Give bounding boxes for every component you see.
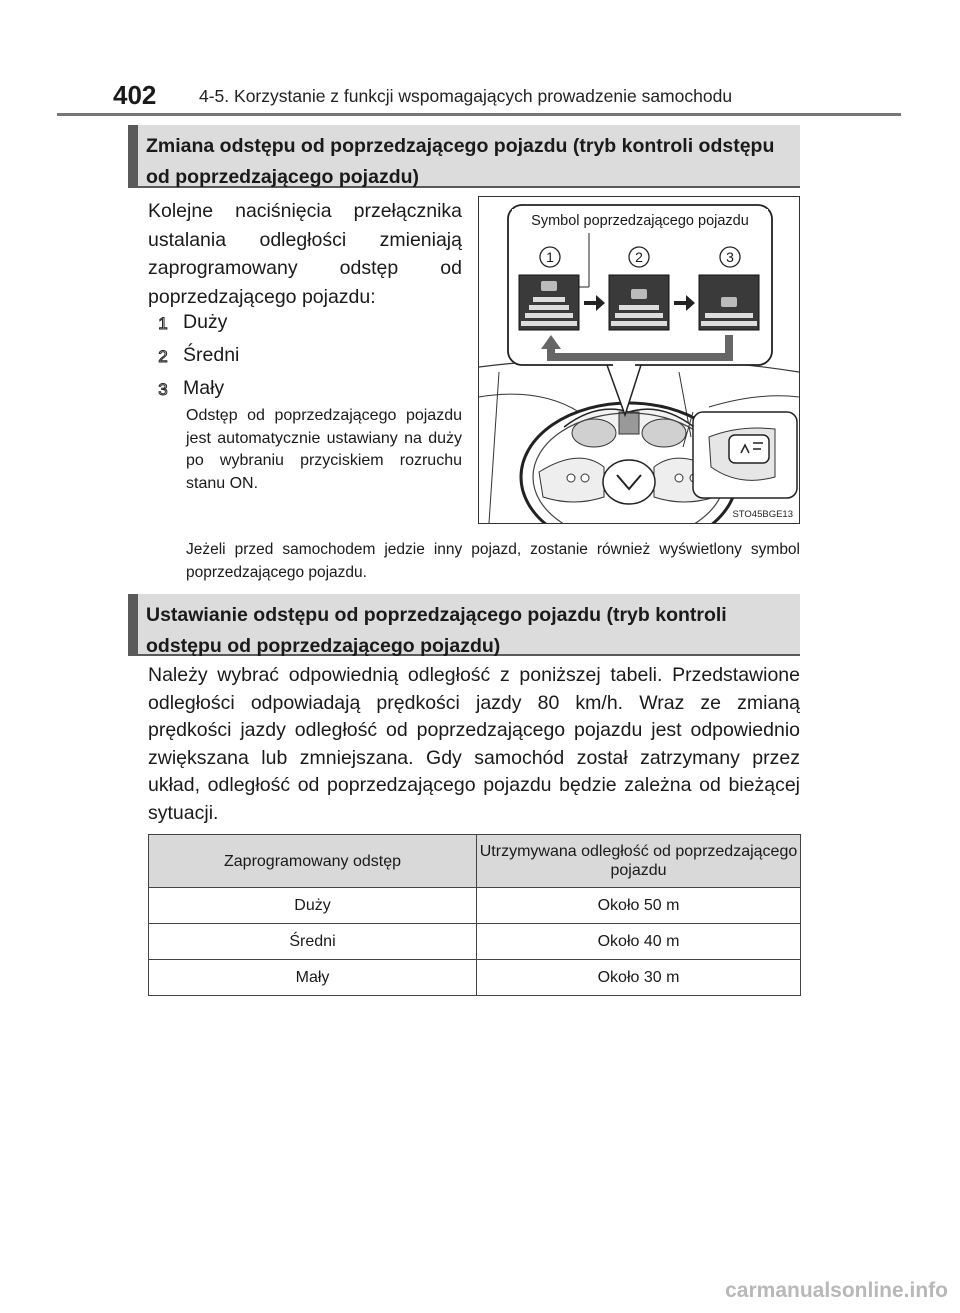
option-label-medium: Średni bbox=[183, 344, 240, 366]
svg-text:3: 3 bbox=[158, 379, 168, 399]
option-label-small: Mały bbox=[183, 377, 225, 399]
table-cell: Mały bbox=[149, 960, 477, 996]
distance-symbol-medium-icon bbox=[609, 275, 669, 330]
table-header-row bbox=[149, 835, 801, 888]
table-cell: Około 50 m bbox=[477, 888, 801, 924]
figure-note: Jeżeli przed samochodem jedzie inny pojazd, zostanie również wyświetlony symbol poprzedzającego pojazdu. bbox=[186, 541, 800, 581]
section-heading-set-distance: Ustawianie odstępu od poprzedzającego pojazdu (tryb kontroli odstępu od poprzedzającego pojazdu) bbox=[128, 594, 800, 656]
table-cell: Duży bbox=[149, 888, 477, 924]
default-setting-note: Odstęp od poprzedzającego pojazdu jest automatycznie ustawiany na duży po wybraniu przyciskiem rozruchu stanu ON. bbox=[186, 407, 462, 492]
distance-option-list bbox=[153, 306, 239, 405]
table-header: Utrzymywana odległość od poprzedzającego pojazdu bbox=[477, 835, 801, 888]
intro-paragraph: Kolejne naciśnięcia przełącznika ustalania odległości zmieniają zaprogramowany odstęp od poprzedzającego pojazdu: bbox=[148, 200, 462, 308]
chapter-title: 4-5. Korzystanie z funkcji wspomagających prowadzenie samochodu bbox=[199, 86, 733, 106]
option-item-small bbox=[153, 372, 239, 405]
table-cell: Średni bbox=[149, 924, 477, 960]
svg-text:3: 3 bbox=[726, 249, 734, 265]
table-header: Zaprogramowany odstęp bbox=[149, 835, 477, 888]
section-heading-change-distance: Zmiana odstępu od poprzedzającego pojazdu (tryb kontroli odstępu od poprzedzającego pojazdu) bbox=[128, 125, 800, 188]
table-cell: Około 40 m bbox=[477, 924, 801, 960]
illustration-drawing bbox=[479, 197, 799, 523]
page-number: 402 bbox=[113, 80, 157, 110]
distance-table bbox=[148, 834, 801, 996]
option-item-large bbox=[153, 306, 239, 339]
distance-switch-illustration bbox=[478, 196, 800, 524]
distance-symbol-large-icon bbox=[519, 275, 579, 330]
callout-label: Symbol poprzedzającego pojazdu bbox=[531, 213, 749, 229]
watermark: carmanualsonline.info bbox=[725, 1279, 948, 1302]
table-row bbox=[149, 960, 801, 996]
number-3-icon bbox=[153, 378, 173, 400]
number-2-icon bbox=[153, 345, 173, 367]
table-row bbox=[149, 888, 801, 924]
distance-symbol-small-icon bbox=[699, 275, 759, 330]
svg-text:1: 1 bbox=[546, 249, 554, 265]
option-item-medium bbox=[153, 339, 239, 372]
table-row bbox=[149, 924, 801, 960]
svg-text:2: 2 bbox=[635, 249, 643, 265]
distance-explanation: Należy wybrać odpowiednią odległość z poniższej tabeli. Przedstawione odległości odpowiadają prędkości jazdy 80 km/h. Wraz ze zmianą prędkości jazdy odległość od poprzedzającego pojazdu jest odpowiednio zwiększana lub zmniejszana. Gdy samochód został zatrzymany przez układ, odległość od poprzedzającego pojazdu będzie zależna od bieżącej sytuacji. bbox=[148, 664, 800, 824]
svg-text:2: 2 bbox=[158, 346, 168, 366]
table-cell: Około 30 m bbox=[477, 960, 801, 996]
header-divider bbox=[57, 113, 901, 116]
option-label-large: Duży bbox=[183, 311, 228, 333]
figure-code: STO45BGE13 bbox=[732, 509, 793, 520]
svg-text:1: 1 bbox=[158, 313, 168, 333]
number-1-icon bbox=[153, 312, 173, 334]
